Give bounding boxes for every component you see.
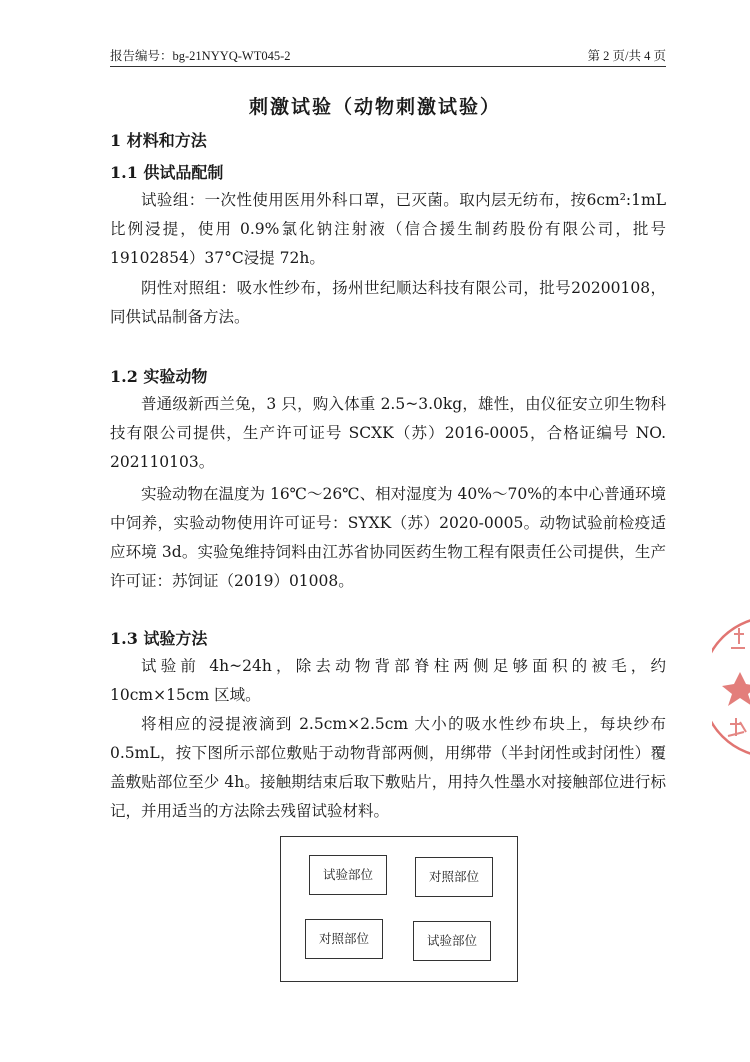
page-header — [110, 44, 666, 67]
paragraph-method: 将相应的浸提液滴到 2.5cm×2.5cm 大小的吸水性纱布块上，每块纱布 0.5mL，按下图所示部位敷贴于动物背部两侧，用绑带（半封闭性或封闭性）覆盖敷贴部位至少 4h。接触期结束后取下敷贴片，用持久性墨水对接触部位进行标记，并用适当的方法除去残留试验材料。 — [110, 715, 666, 820]
paragraph-animals: 普通级新西兰兔，3 只，购入体重 2.5~3.0kg，雄性，由仪征安立卯生物科技有限公司提供，生产许可证号 SCXK（苏）2016-0005，合格证编号 NO. 202110103。 — [110, 395, 666, 471]
paragraph-test-group: 试验组：一次性使用医用外科口罩，已灭菌。取内层无纺布，按6cm²:1mL 比例浸提，使用 0.9%氯化钠注射液（信合援生制药股份有限公司，批号 19102854）37°C浸提 72h。 — [110, 191, 666, 267]
section-heading-1-2: 1.2 实验动物 — [110, 367, 208, 386]
paragraph-control-group: 阴性对照组：吸水性纱布，扬州世纪顺达科技有限公司，批号20200108，同供试品制备方法。 — [110, 279, 666, 326]
application-site-diagram — [280, 836, 518, 982]
official-seal-stamp — [712, 612, 750, 762]
report-number: 报告编号：bg-21NYYQ-WT045-2 — [110, 49, 291, 63]
site-top-left: 试验部位 — [309, 855, 387, 895]
section-heading-1-3: 1.3 试验方法 — [110, 629, 208, 648]
section-heading-1: 1 材料和方法 — [110, 131, 207, 150]
paragraph-preparation: 试验前 4h~24h，除去动物背部脊柱两侧足够面积的被毛，约 10cm×15cm 区域。 — [110, 657, 666, 704]
site-top-right: 对照部位 — [415, 857, 493, 897]
site-bottom-left: 对照部位 — [305, 919, 383, 959]
paragraph-housing: 实验动物在温度为 16℃～26℃、相对湿度为 40%～70%的本中心普通环境中饲养，实验动物使用许可证号：SYXK（苏）2020-0005。动物试验前检疫适应环境 3d。实验兔维持饲料由江苏省协同医药生物工程有限责任公司提供，生产许可证：苏饲证（2019）01008。 — [110, 485, 666, 590]
section-heading-1-1: 1.1 供试品配制 — [110, 163, 224, 182]
site-bottom-right: 试验部位 — [413, 921, 491, 961]
document-title: 刺激试验（动物刺激试验） — [248, 96, 501, 118]
page-number: 第 2 页/共 4 页 — [587, 49, 666, 63]
